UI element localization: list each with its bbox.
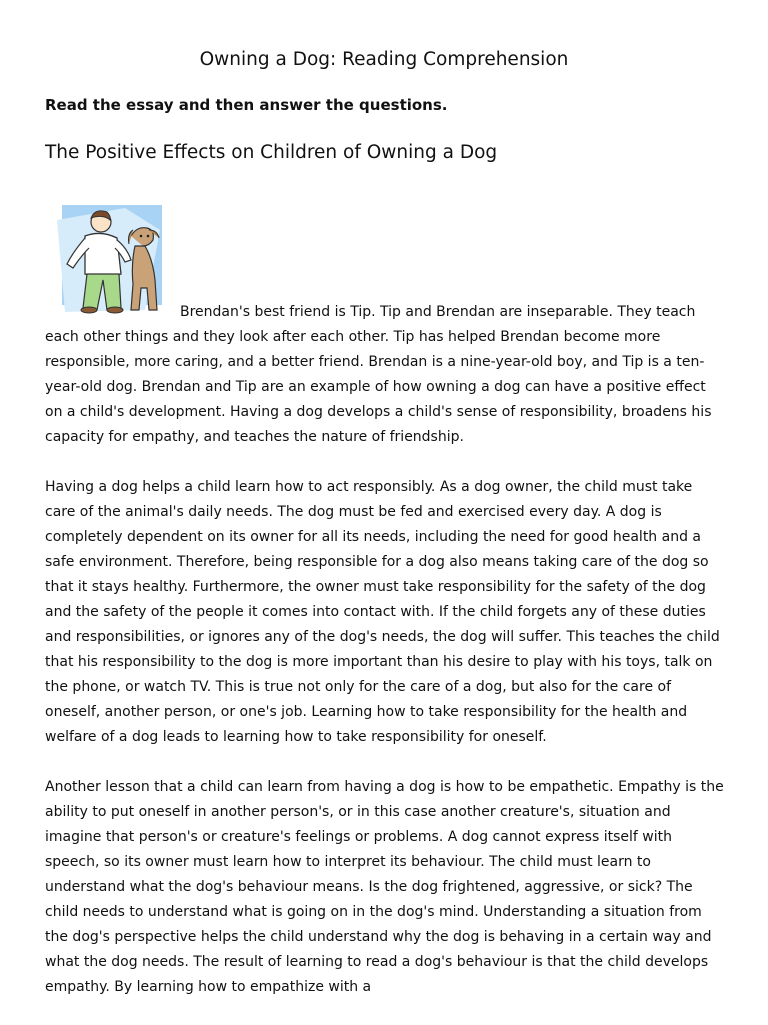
- essay-paragraph-1: Brendan's best friend is Tip. Tip and Brendan are inseparable. They teach each other things and they look after each other. Tip has helped Brendan become more responsible, more caring, and a better friend. Brendan is a nine-year-old boy, and Tip is a ten-year-old dog. Brendan and Tip are an example of how owning a dog can have a positive effect on a child's development. Having a dog develops a child's sense of responsibility, broadens his capacity for empathy, and teaches the nature of friendship.: [45, 304, 712, 445]
- essay-paragraph-3: Another lesson that a child can learn from having a dog is how to be empathetic. Empathy is the ability to put oneself in another person's, or in this case another creature's, situation and imagine that person's or creature's feelings or problems. A dog cannot express itself with speech, so its owner must learn how to interpret its behaviour. The child must learn to understand what the dog's behaviour means. Is the dog frightened, aggressive, or sick? The child needs to understand what is going on in the dog's mind. Understanding a situation from the dog's perspective helps the child understand why the dog is behaving in a certain way and what the dog needs. The result of learning to read a dog's behaviour is that the child develops empathy. By learning how to empathize with a: [45, 779, 724, 995]
- essay-title: The Positive Effects on Children of Owning a Dog: [45, 142, 498, 163]
- essay-body: [45, 300, 725, 1025]
- page-title: Owning a Dog: Reading Comprehension: [199, 49, 569, 70]
- boy-with-dog-icon: [45, 200, 180, 325]
- essay-paragraph-2: Having a dog helps a child learn how to act responsibly. As a dog owner, the child must take care of the animal's daily needs. The dog must be fed and exercised every day. A dog is completely dependent on its owner for all its needs, including the need for good health and a safe environment. Therefore, being responsible for a dog also means taking care of the dog so that it stays healthy. Furthermore, the owner must take responsibility for the safety of the dog and the safety of the people it comes into contact with. If the child forgets any of these duties and responsibilities, or ignores any of the dog's needs, the dog will suffer. This teaches the child that his responsibility to the dog is more important than his desire to play with his toys, talk on the phone, or watch TV. This is true not only for the care of a dog, but also for the care of oneself, another person, or one's job. Learning how to take responsibility for the health and welfare of a dog leads to learning how to take responsibility for oneself.: [45, 479, 720, 745]
- instructions: Read the essay and then answer the questions.: [45, 96, 448, 114]
